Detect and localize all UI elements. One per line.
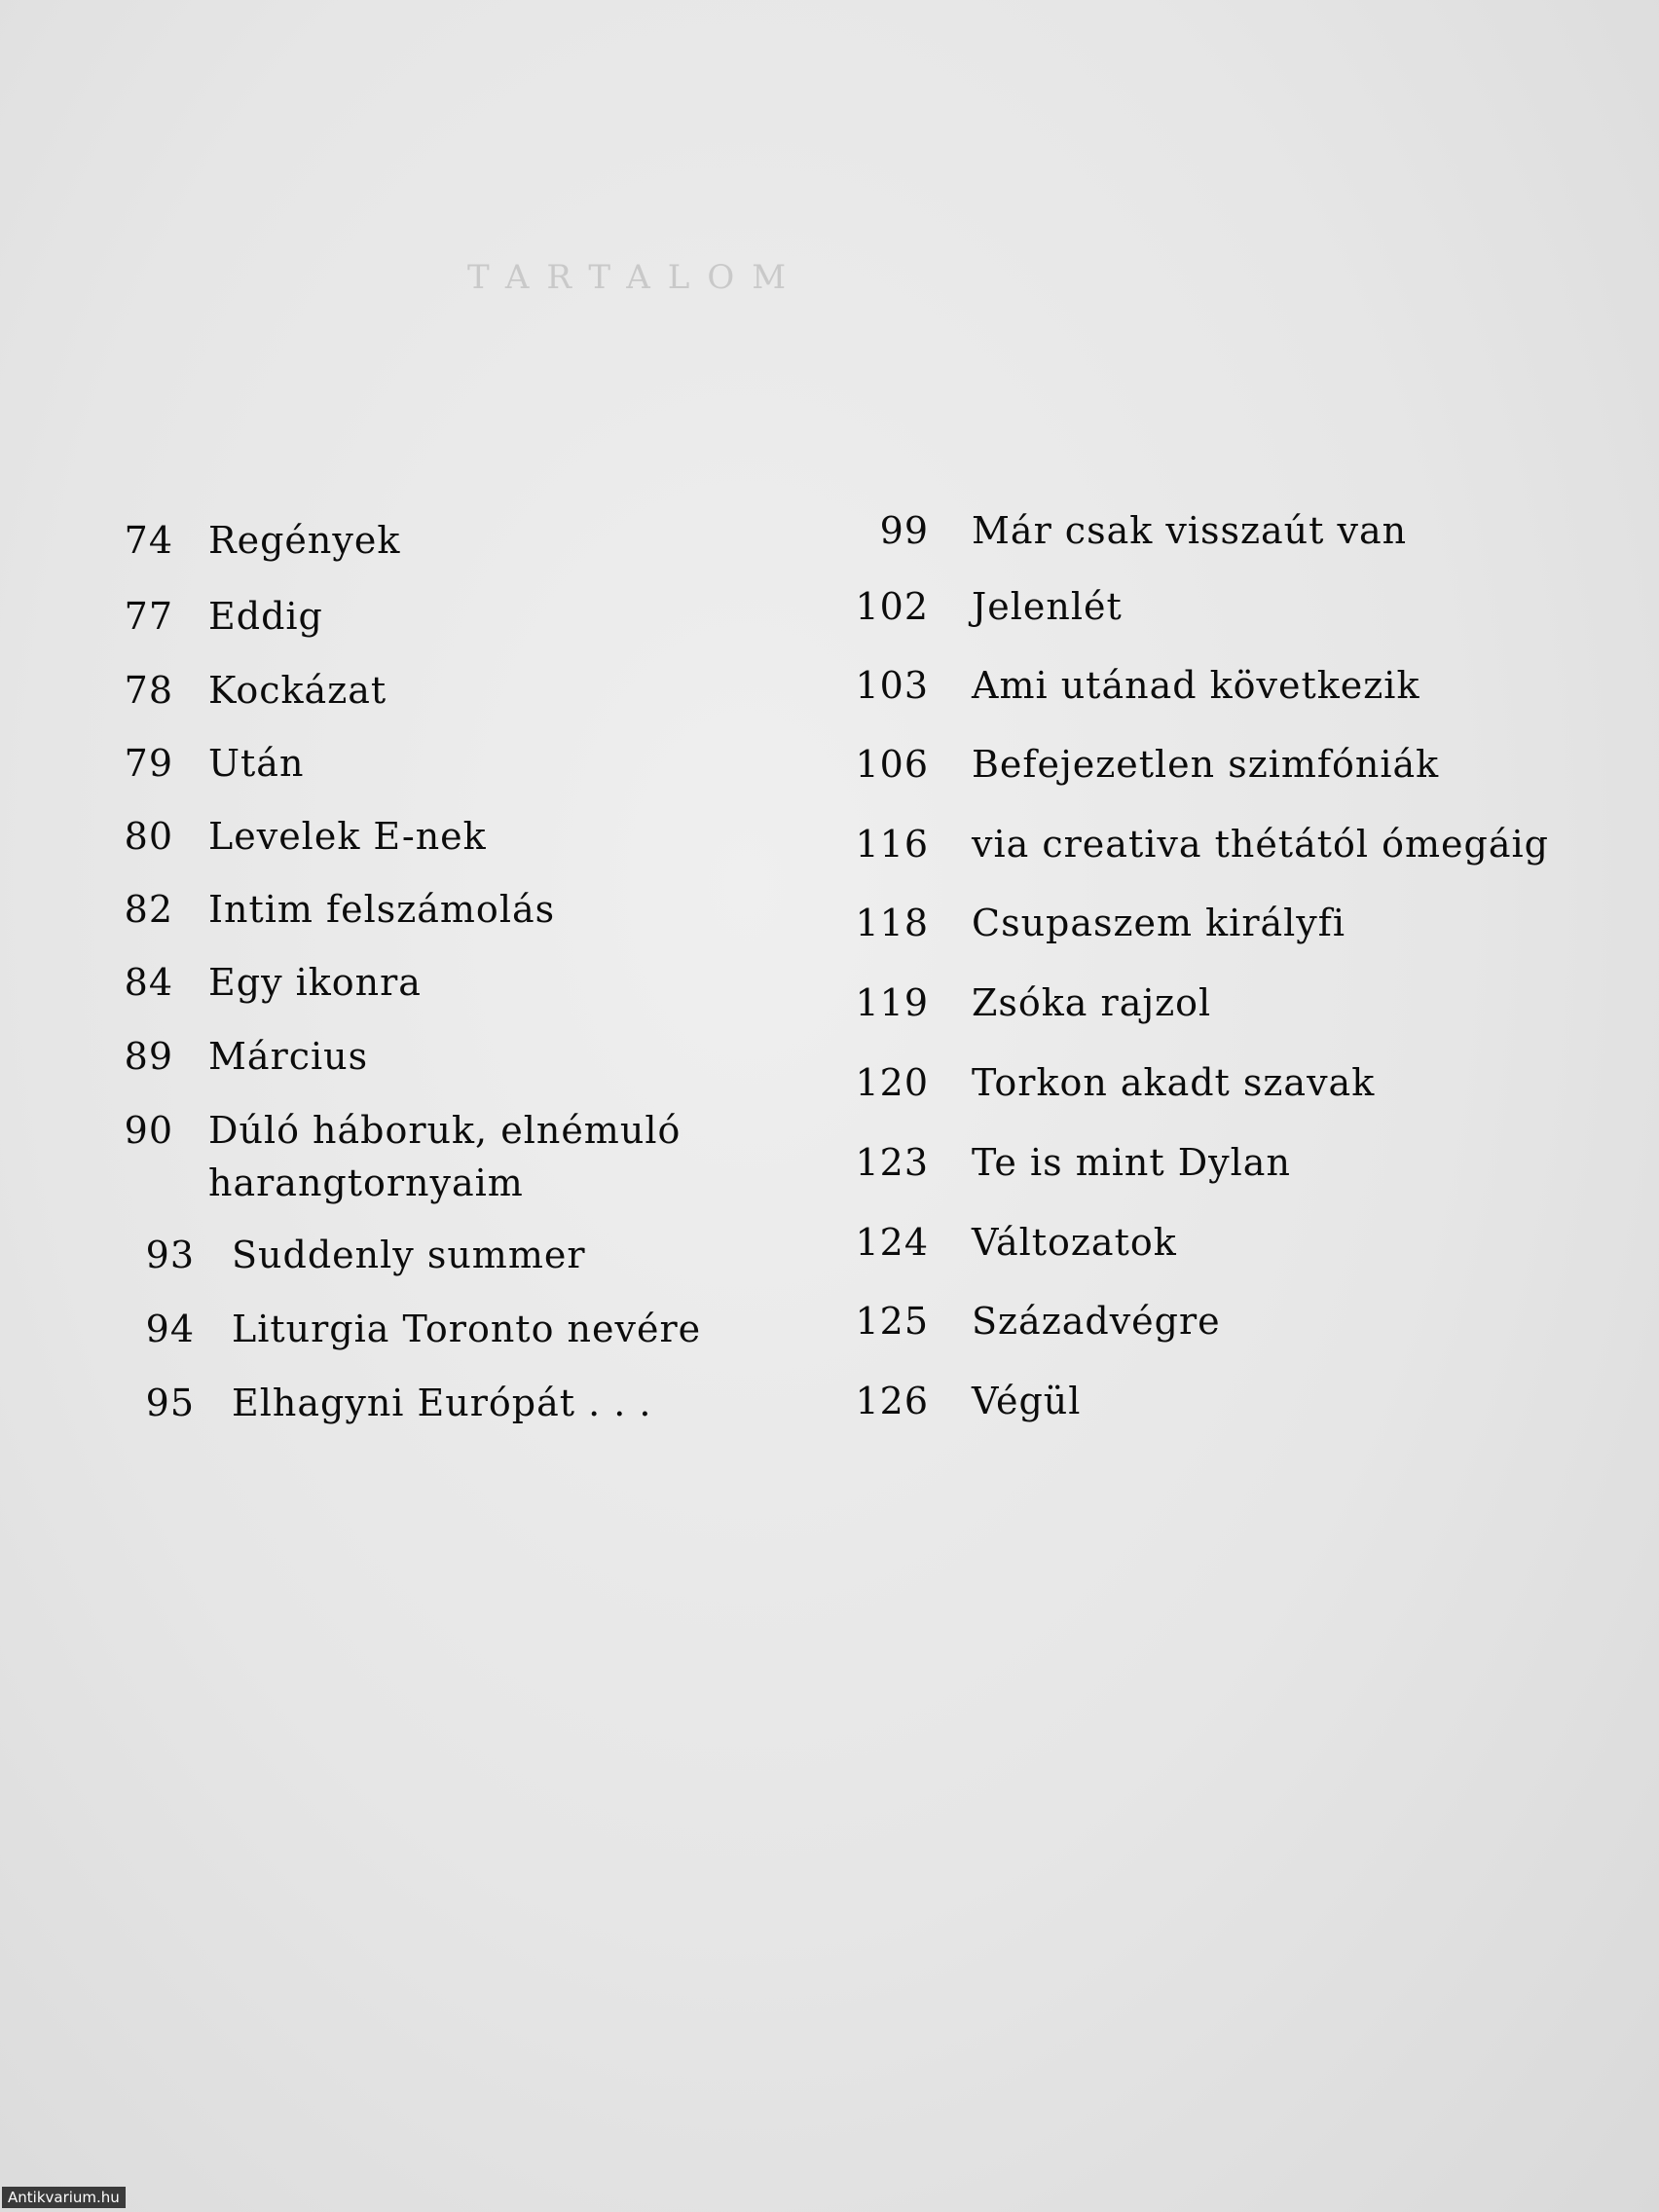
toc-entry bbox=[847, 1375, 1081, 1427]
toc-title: Ami utánad következik bbox=[972, 664, 1420, 707]
toc-page-number: 119 bbox=[855, 981, 929, 1024]
toc-entry bbox=[97, 1303, 701, 1355]
toc-entry bbox=[97, 810, 487, 863]
toc-entry bbox=[97, 883, 555, 936]
toc-entry bbox=[847, 580, 1123, 633]
toc-title: Kockázat bbox=[208, 669, 387, 712]
toc-entry bbox=[97, 1377, 652, 1429]
toc-entry bbox=[847, 1216, 1177, 1269]
toc-title: Elhagyni Európát . . . bbox=[232, 1382, 652, 1424]
toc-title: Regények bbox=[208, 519, 401, 562]
toc-entry bbox=[97, 590, 323, 643]
toc-page-number: 126 bbox=[855, 1380, 929, 1422]
toc-page-number: 95 bbox=[145, 1382, 195, 1424]
toc-entry bbox=[847, 1056, 1375, 1109]
toc-page-number: 124 bbox=[855, 1221, 929, 1264]
toc-title: Dúló háboruk, elnémuló harangtornyaim bbox=[208, 1109, 682, 1204]
toc-page-number: 94 bbox=[145, 1308, 195, 1350]
watermark-label: Antikvarium.hu bbox=[2, 2187, 126, 2208]
toc-page-number: 123 bbox=[855, 1141, 929, 1184]
toc-entry bbox=[847, 1136, 1291, 1189]
toc-page-number: 82 bbox=[124, 888, 173, 931]
toc-title: Jelenlét bbox=[972, 585, 1123, 628]
toc-entry bbox=[97, 514, 400, 567]
show-through-heading: TARTALOM bbox=[467, 258, 804, 297]
toc-title: Változatok bbox=[972, 1221, 1177, 1264]
toc-title: Egy ikonra bbox=[208, 961, 422, 1004]
toc-entry bbox=[97, 1030, 368, 1083]
toc-title: Századvégre bbox=[972, 1300, 1221, 1343]
toc-page-number: 103 bbox=[855, 664, 929, 707]
toc-title: Intim felszámolás bbox=[208, 888, 556, 931]
toc-title: Levelek E-nek bbox=[208, 815, 487, 858]
toc-page-number: 77 bbox=[124, 595, 173, 638]
toc-page-number: 90 bbox=[124, 1109, 173, 1152]
toc-entry bbox=[97, 1104, 754, 1209]
toc-entry bbox=[847, 1295, 1221, 1347]
toc-title: Után bbox=[208, 742, 305, 785]
toc-page-number: 79 bbox=[124, 742, 173, 785]
toc-page-number: 120 bbox=[855, 1061, 929, 1104]
toc-page-number: 80 bbox=[124, 815, 173, 858]
toc-title: Torkon akadt szavak bbox=[972, 1061, 1376, 1104]
toc-title: Végül bbox=[972, 1380, 1082, 1422]
toc-entry bbox=[847, 659, 1420, 712]
toc-title: Már csak visszaút van bbox=[972, 509, 1408, 552]
toc-page-number: 125 bbox=[855, 1300, 929, 1343]
toc-entry bbox=[97, 1229, 586, 1281]
toc-page-number: 84 bbox=[124, 961, 173, 1004]
toc-page-number: 99 bbox=[879, 509, 929, 552]
toc-page-number: 106 bbox=[855, 743, 929, 786]
toc-entry bbox=[97, 664, 387, 717]
toc-title: Te is mint Dylan bbox=[972, 1141, 1291, 1184]
toc-entry bbox=[847, 738, 1439, 791]
toc-title: Csupaszem királyfi bbox=[972, 902, 1346, 944]
toc-title: Eddig bbox=[208, 595, 323, 638]
toc-page-number: 78 bbox=[124, 669, 173, 712]
toc-page-number: 89 bbox=[124, 1035, 173, 1078]
toc-title: Liturgia Toronto nevére bbox=[232, 1308, 702, 1350]
toc-entry bbox=[97, 956, 422, 1009]
toc-page-number: 93 bbox=[145, 1234, 195, 1276]
toc-title: via creativa thétától ómegáig bbox=[972, 823, 1549, 866]
toc-entry bbox=[97, 737, 304, 790]
toc-entry bbox=[847, 504, 1407, 557]
toc-title: Zsóka rajzol bbox=[972, 981, 1212, 1024]
toc-title: Suddenly summer bbox=[232, 1234, 586, 1276]
toc-page-number: 118 bbox=[855, 902, 929, 944]
toc-entry bbox=[847, 977, 1211, 1029]
toc-page-number: 116 bbox=[855, 823, 929, 866]
toc-page-number: 74 bbox=[124, 519, 173, 562]
toc-title: Befejezetlen szimfóniák bbox=[972, 743, 1440, 786]
toc-title: Március bbox=[208, 1035, 369, 1078]
toc-page-number: 102 bbox=[855, 585, 929, 628]
toc-entry bbox=[847, 897, 1346, 949]
toc-entry bbox=[847, 818, 1549, 870]
